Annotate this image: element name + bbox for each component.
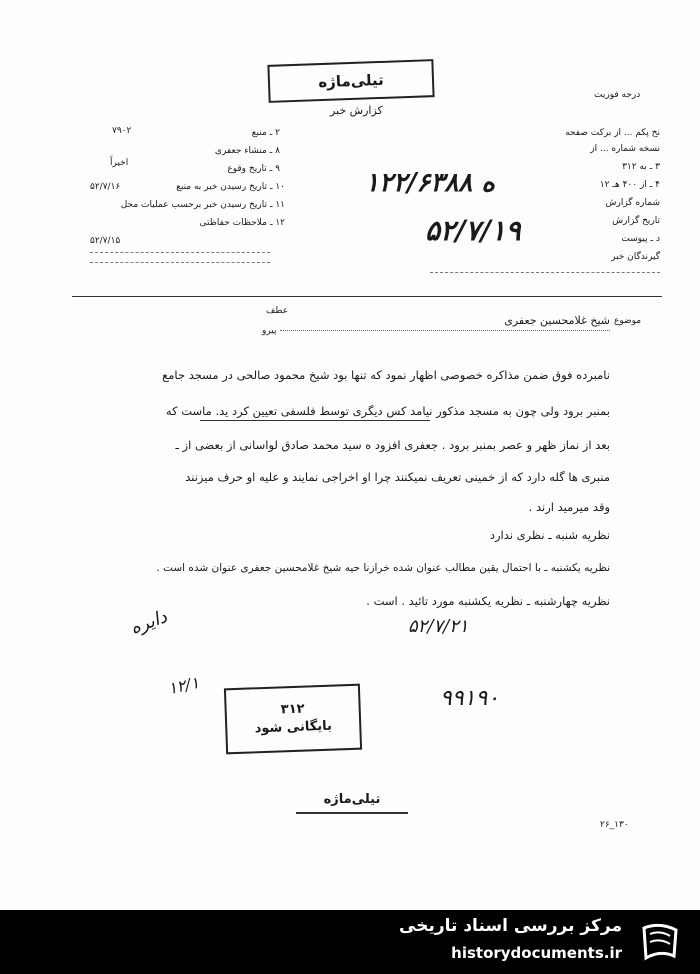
subject-value: شیخ غلامحسین جعفری — [504, 314, 610, 327]
field-source-value: ۷۹۰۲ — [112, 126, 132, 136]
opinion-wednesday: نظریه چهارشنبه ـ نظریه یکشنبه مورد تائید . است . — [366, 594, 610, 608]
subject-label: موضوع — [614, 316, 642, 326]
body-line-5: وقد میرمید ارند . — [528, 500, 610, 514]
field-security-notes: ۱۲ ـ ملاحظات حفاظتی — [199, 218, 285, 228]
header-left-divider-2 — [90, 262, 270, 263]
field-origin: ۸ ـ منشاء جعفری — [214, 146, 280, 156]
field-attachment: د ـ پیوست — [621, 234, 660, 244]
body-line-1: نامبرده فوق ضمن مذاکره خصوصی اظهار نمود که تنها بود شیخ محمود صالحی در مسجد جامع — [162, 368, 610, 382]
atf-label: عطف — [266, 306, 289, 316]
body-line-3: بعد از نماز ظهر و عصر بمنبر برود . جعفری افزود ه سید محمد صادق لواسانی از بعضی از ـ — [175, 438, 610, 452]
page-number: ۲۶_۱۳۰ — [600, 820, 629, 830]
opinion-sunday: نظریه یکشنبه ـ با احتمال یقین مطالب عنوان شده خرازنا حیه شیخ غلامحسین جعفری عنوان شده است . — [156, 562, 610, 574]
body-line-2: بمنبر برود ولی چون به مسجد مذکور نیامد کس دیگری توسط فلسفی تعیین کرد ید. ماست که — [165, 404, 610, 418]
field-report-number: شماره گزارش — [605, 198, 660, 208]
archive-logo-icon — [638, 920, 682, 964]
field-event-date: ۹ ـ تاریخ وقوع — [227, 164, 280, 174]
field-security-value: ۵۲/۷/۱۵ — [90, 236, 121, 246]
header-stamp-text: تیلی‌ماژه — [317, 70, 385, 92]
footer-url[interactable]: historydocuments.ir — [451, 944, 622, 962]
handwritten-date: ۵۲/۷/۲۱ — [408, 616, 469, 637]
field-from: ۴ ـ از ۴۰۰ هـ ۱۲ — [599, 180, 660, 190]
priority-label: درجه فوریت — [594, 90, 641, 100]
field-copy-of: نخ پکم ... از برکت صفحه — [565, 128, 660, 138]
field-operation-date: ۱۱ ـ تاریخ رسیدن خبر برحسب عملیات محل — [120, 200, 285, 210]
opinion-saturday: نظریه شنبه ـ نظری ندارد — [489, 528, 610, 542]
footer-bar — [0, 910, 700, 974]
header-stamp — [267, 59, 434, 103]
archive-stamp — [224, 684, 362, 755]
body-underline — [200, 420, 430, 421]
bottom-stamp: تیلی‌ماژه — [296, 786, 408, 814]
peiro-label: پیرو — [262, 326, 277, 336]
header-right-divider — [430, 272, 660, 273]
archive-stamp-text: بایگانی شود — [254, 718, 333, 737]
header-left-divider — [90, 252, 270, 253]
handwritten-report-number: ۱۲ه ۲/۶۳۸۸ — [365, 168, 495, 198]
field-report-date: تاریخ گزارش — [612, 216, 660, 226]
body-line-4: منبری ها گله دارد که از خمینی تعریف نمیکنند چرا او اخراجی نمایند و علیه او حرف میزنند — [185, 470, 610, 484]
field-to: ۳ ـ به ۳۱۲ — [622, 162, 660, 172]
handwritten-department: دایره — [127, 606, 170, 639]
field-copy-number: نسخه شماره ... از — [590, 144, 660, 154]
header-separator — [72, 296, 662, 297]
handwritten-ref: ۱۲/۱ — [166, 672, 201, 699]
field-received-date-value: ۵۲/۷/۱۶ — [90, 182, 121, 192]
handwritten-report-date: ۵۲/۷/۱۹ — [425, 214, 521, 247]
footer-title: مرکز بررسی اسناد تاریخی — [399, 916, 622, 936]
field-recipients: گیرندگان خبر — [611, 252, 660, 262]
subject-underline — [280, 330, 610, 331]
field-event-date-value: اخیراً — [110, 158, 129, 168]
field-received-date: ۱۰ ـ تاریخ رسیدن خبر به منبع — [176, 182, 285, 192]
field-source: ۲ ـ منبع — [251, 128, 280, 138]
report-type-label: کزارش خبر — [330, 104, 383, 117]
archive-stamp-number: ۳۱۲ — [280, 701, 305, 718]
handwritten-number: ۹۹۱۹۰ — [440, 686, 500, 711]
